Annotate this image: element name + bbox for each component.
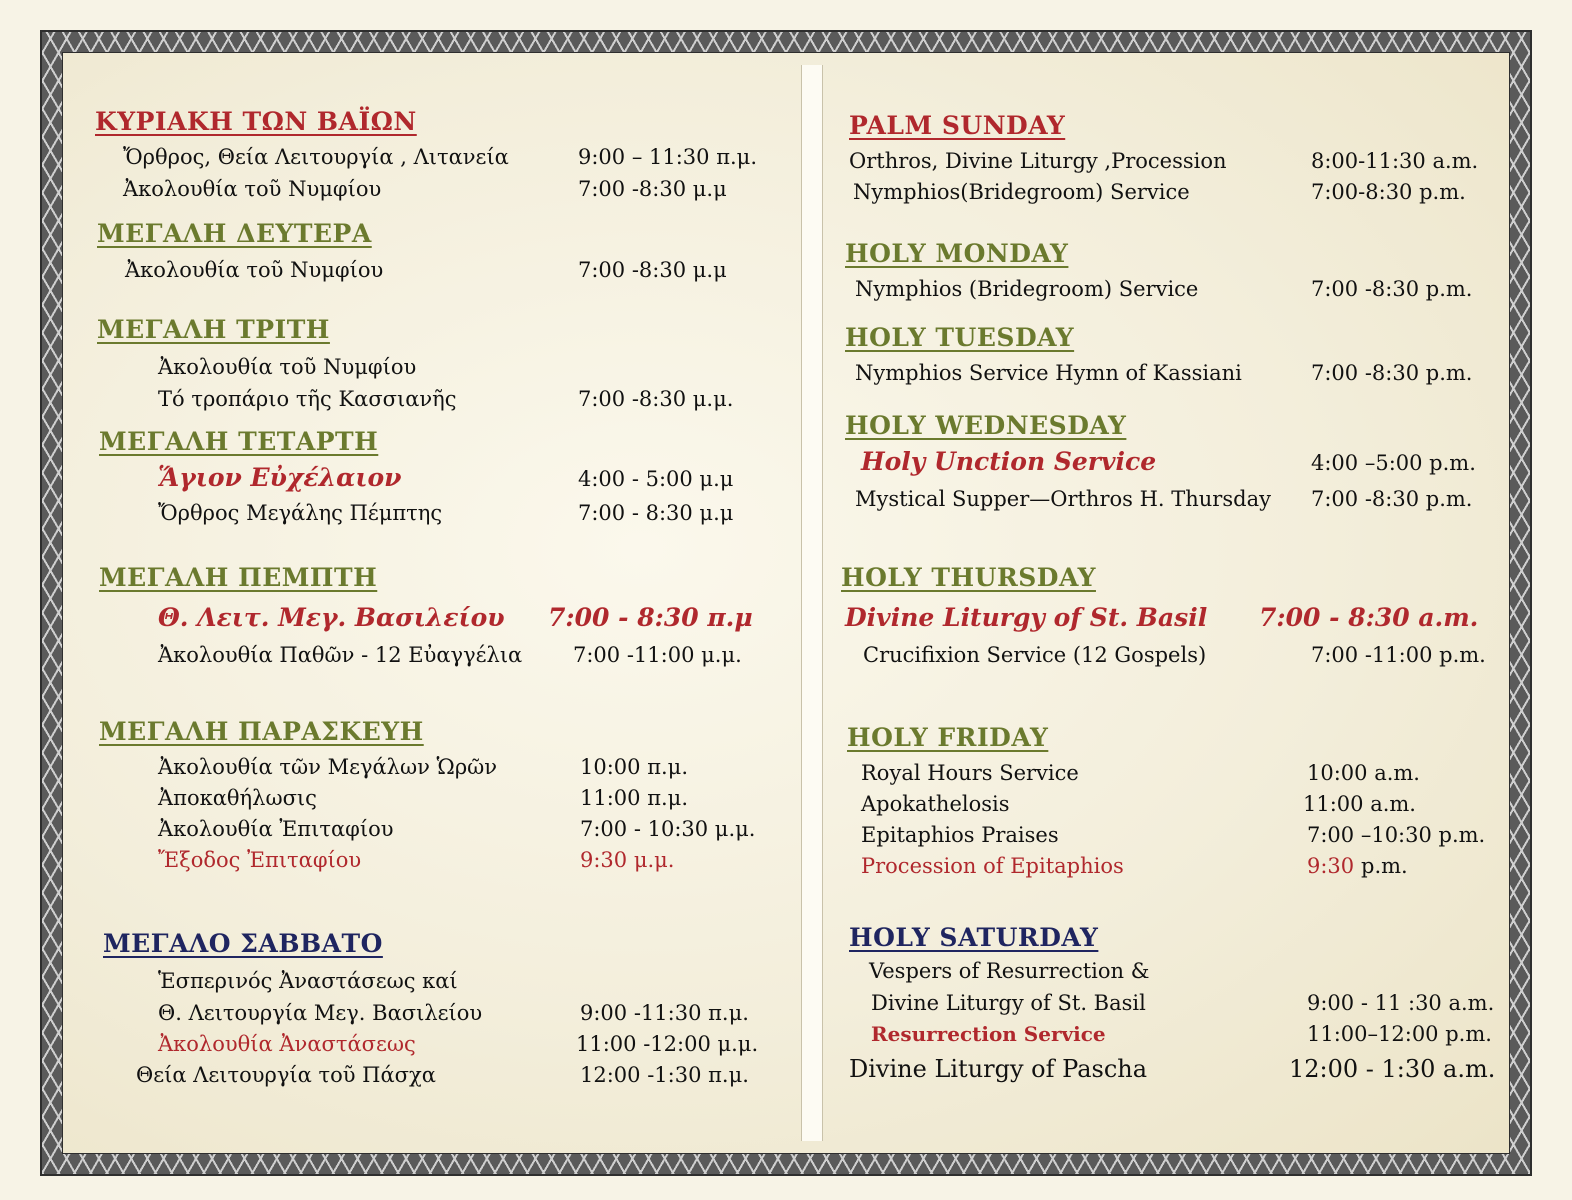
service-label: Orthros, Divine Liturgy ,Procession [849,149,1227,173]
service-label: Ἀκολουθία Ἀναστάσεως [158,1032,416,1056]
service-time: 9:30 [1307,854,1355,878]
list-item [158,1032,798,1062]
schedule-sheet [62,52,1510,1154]
heading-holy-saturday-en: HOLY SATURDAY [849,923,1099,952]
list-item [869,959,1529,989]
service-time: 10:00 π.μ. [580,755,688,779]
list-item [845,603,1529,633]
service-time-suffix: p.m. [1361,854,1408,878]
service-time: 9:00 - 11 :30 a.m. [1307,991,1495,1015]
heading-holy-friday-gr: ΜΕΓΑΛΗ ΠΑΡΑΣΚΕΥΗ [99,717,424,746]
service-time: 9:00 – 11:30 π.μ. [578,145,758,169]
service-time: 8:00-11:30 a.m. [1311,149,1479,173]
service-time: 7:00 -8:30 μ.μ [578,177,727,201]
list-item [853,180,1529,210]
service-time: 7:00 -11:00 μ.μ. [573,643,742,667]
service-label: Epitaphios Praises [861,823,1059,847]
list-item [849,1055,1529,1089]
column-divider [801,65,823,1141]
list-item [158,755,798,785]
service-time: 9:30 μ.μ. [580,848,675,872]
heading-holy-friday-en: HOLY FRIDAY [847,723,1049,752]
heading-holy-saturday-gr: ΜΕΓΑΛΟ ΣΑΒΒΑΤΟ [103,929,383,958]
service-time: 12:00 - 1:30 a.m. [1289,1055,1496,1083]
service-label: Divine Liturgy of St. Basil [845,603,1208,632]
service-label: Holy Unction Service [861,447,1157,476]
heading-holy-wednesday-gr: ΜΕΓΑΛΗ ΤΕΤΑΡΤΗ [99,427,379,456]
service-time: 7:00 - 8:30 μ.μ [578,501,734,525]
service-label: Nymphios Service Hymn of Kassiani [855,361,1242,385]
service-time: 4:00 - 5:00 μ.μ [578,467,734,491]
list-item [158,355,778,385]
heading-palm-sunday-gr: ΚΥΡΙΑΚΗ ΤΩΝ ΒΑΪΩΝ [95,107,417,136]
list-item [861,761,1529,791]
heading-holy-monday-en: HOLY MONDAY [845,239,1069,268]
list-item [158,603,798,633]
list-item [158,817,798,847]
list-item [861,447,1529,477]
service-label: Ἔξοδος Ἐπιταφίου [158,848,362,872]
service-label: Ἀκολουθία Παθῶν - 12 Εὐαγγέλια [158,643,523,667]
service-label: Ἑσπερινός Ἀναστάσεως καί [158,969,458,993]
heading-holy-monday-gr: ΜΕΓΑΛΗ ΔΕΥΤΕΡΑ [97,219,372,248]
service-label: Θ. Λειτ. Μεγ. Βασιλείου [158,603,505,632]
list-item [863,643,1529,673]
service-label: Nymphios (Bridegroom) Service [855,277,1199,301]
service-label: Τό τροπάριο τῆς Κασσιανῆς [158,387,457,411]
service-label: Ἀκολουθία τοῦ Νυμφίου [158,355,417,379]
service-time: 7:00 -8:30 p.m. [1311,487,1473,511]
list-item [158,501,778,531]
service-time: 7:00 - 8:30 π.μ [548,603,753,632]
service-label: Mystical Supper—Orthros H. Thursday [855,487,1271,511]
heading-holy-tuesday-gr: ΜΕΓΑΛΗ ΤΡΙΤΗ [97,315,330,344]
service-label: Θεία Λειτουργία τοῦ Πάσχα [136,1063,436,1087]
service-time: 9:00 -11:30 π.μ. [580,1001,749,1025]
service-time: 7:00 -8:30 μ.μ. [578,387,734,411]
list-item [871,991,1529,1021]
list-item [871,1022,1529,1052]
list-item [158,1001,798,1031]
list-item [125,258,785,288]
service-label: Divine Liturgy of Pascha [849,1055,1148,1083]
list-item [861,792,1529,822]
service-time: 11:00 -12:00 μ.μ. [576,1032,759,1056]
service-label: Nymphios(Bridegroom) Service [853,180,1190,204]
service-label: Royal Hours Service [861,761,1079,785]
service-label: Apokathelosis [861,792,1010,816]
heading-holy-thursday-gr: ΜΕΓΑΛΗ ΠΕΜΠΤΗ [99,563,378,592]
heading-holy-wednesday-en: HOLY WEDNESDAY [845,411,1127,440]
list-item [861,823,1529,853]
service-time: 7:00 - 8:30 a.m. [1259,603,1479,632]
list-item [861,854,1529,884]
list-item [158,848,798,878]
service-label: Ὄρθρος Μεγάλης Πέμπτης [158,501,443,525]
service-label: Ἀκολουθία Ἐπιταφίου [158,817,394,841]
service-time: 7:00-8:30 p.m. [1311,180,1466,204]
service-time: 7:00 -11:00 p.m. [1311,643,1486,667]
service-label: Crucifixion Service (12 Gospels) [863,643,1207,667]
service-time: 7:00 -8:30 p.m. [1311,277,1473,301]
heading-palm-sunday-en: PALM SUNDAY [849,111,1066,140]
service-time: 4:00 –5:00 p.m. [1311,451,1476,475]
service-time: 7:00 - 10:30 μ.μ. [580,817,756,841]
service-label: Divine Liturgy of St. Basil [871,991,1146,1015]
service-time: 11:00 π.μ. [580,786,688,810]
decorative-border-frame [40,30,1532,1176]
list-item [123,145,783,175]
list-item [158,969,798,999]
service-label: Ὄρθρος, Θεία Λειτουργία , Λιτανεία [123,145,509,169]
list-item [855,361,1529,391]
list-item [158,387,778,417]
service-label: Vespers of Resurrection & [869,959,1150,983]
heading-holy-tuesday-en: HOLY TUESDAY [845,323,1075,352]
list-item [158,786,798,816]
service-time: 10:00 a.m. [1307,761,1420,785]
service-time: 7:00 –10:30 p.m. [1307,823,1486,847]
list-item [855,277,1529,307]
list-item [158,643,798,673]
list-item [855,487,1529,517]
english-schedule-column [821,53,1535,1153]
service-label: Resurrection Service [871,1022,1106,1046]
list-item [158,463,778,493]
service-time: 11:00 a.m. [1303,792,1416,816]
service-label: Procession of Epitaphios [861,854,1124,878]
list-item [123,177,783,207]
list-item [849,149,1529,179]
list-item [136,1063,796,1093]
service-label: Ἀποκαθήλωσις [158,786,317,810]
service-time: 12:00 -1:30 π.μ. [580,1063,749,1087]
heading-holy-thursday-en: HOLY THURSDAY [841,563,1096,592]
service-label: Ἀκολουθία τοῦ Νυμφίου [123,177,382,201]
service-label: Θ. Λειτουργία Μεγ. Βασιλείου [158,1001,483,1025]
service-time: 7:00 -8:30 p.m. [1311,361,1473,385]
service-label: Ἀκολουθία τοῦ Νυμφίου [125,258,384,282]
service-time: 11:00–12:00 p.m. [1307,1022,1492,1046]
service-label: Ἅγιον Εὐχέλαιον [158,463,402,492]
service-label: Ἀκολουθία τῶν Μεγάλων Ὡρῶν [158,755,498,779]
greek-schedule-column [63,53,801,1153]
service-time: 7:00 -8:30 μ.μ [578,258,727,282]
